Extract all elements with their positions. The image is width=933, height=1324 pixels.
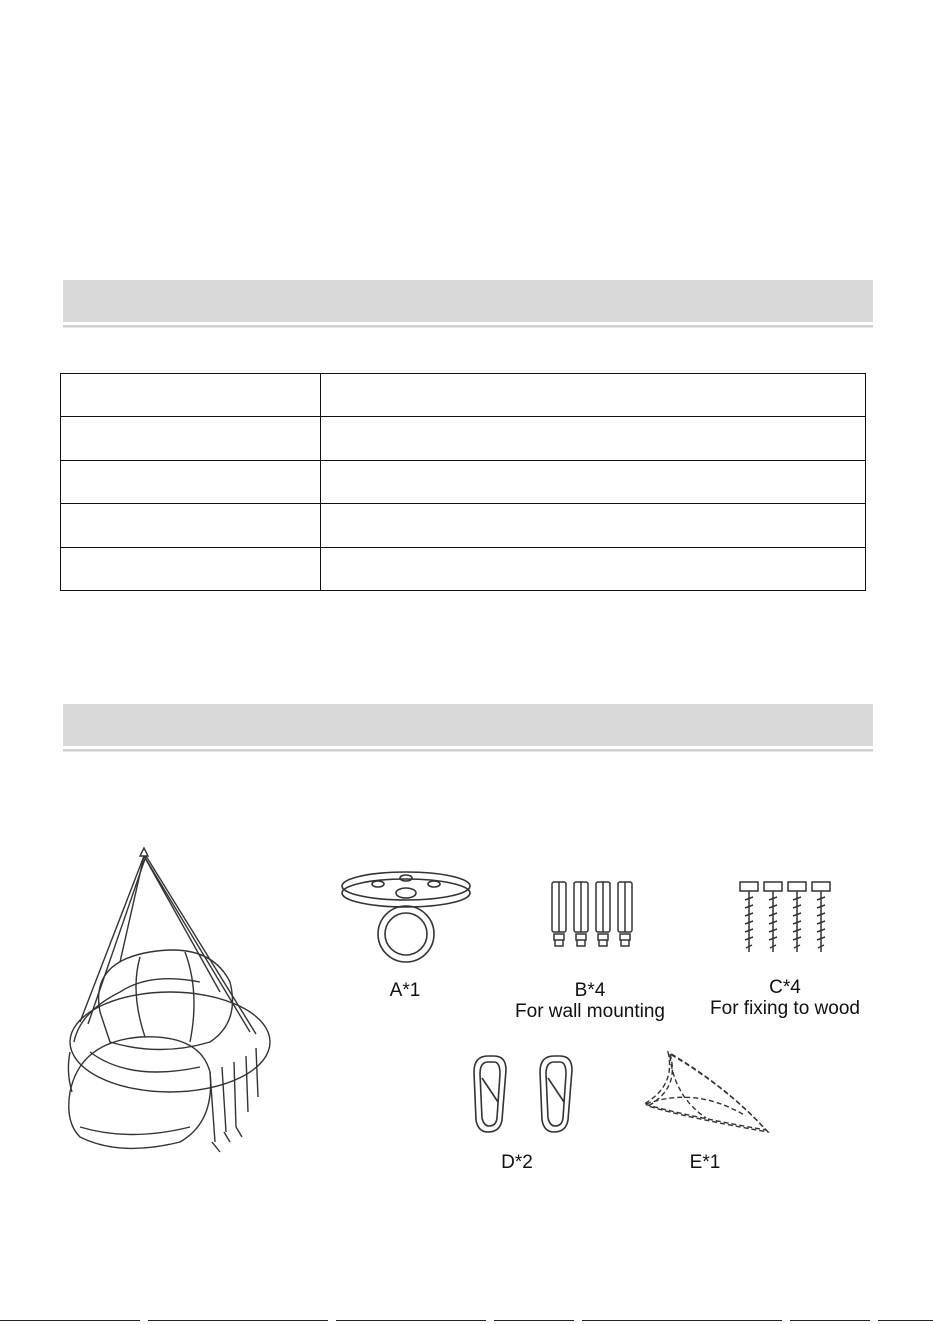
chain-image [636, 1046, 776, 1136]
part-e-label [670, 1152, 740, 1173]
part-a-count: A*1 [389, 980, 421, 1001]
part-b-note: For wall mounting [515, 1001, 665, 1022]
part-b-count: B*4 [574, 980, 606, 1001]
section-divider-2 [63, 749, 873, 752]
section-header-bar-1 [63, 280, 873, 322]
spec-value [321, 547, 866, 590]
spec-key [61, 504, 321, 547]
section-divider-1 [63, 325, 873, 328]
part-b-label [500, 980, 680, 1022]
table-row [61, 417, 866, 460]
specification-table [60, 373, 866, 591]
part-d-count: D*2 [501, 1152, 533, 1173]
footer-divider [0, 1320, 140, 1321]
carabiners-image [468, 1050, 580, 1136]
footer-divider [336, 1320, 486, 1321]
spec-key [61, 460, 321, 503]
ceiling-mount-plate-image [338, 866, 474, 976]
wall-anchors-image [548, 876, 638, 952]
spec-key [61, 374, 321, 417]
section-header-bar-2 [63, 704, 873, 746]
footer-divider [790, 1320, 870, 1321]
footer-divider [878, 1320, 933, 1321]
part-c-count: C*4 [769, 977, 801, 998]
table-row [61, 374, 866, 417]
table-row [61, 547, 866, 590]
part-c-label [695, 977, 875, 1019]
part-c-note: For fixing to wood [710, 998, 860, 1019]
spec-value [321, 504, 866, 547]
footer-divider [148, 1320, 328, 1321]
table-row [61, 504, 866, 547]
spec-value [321, 417, 866, 460]
footer-divider [494, 1320, 574, 1321]
part-d-label [482, 1152, 552, 1173]
spec-key [61, 417, 321, 460]
footer-divider [582, 1320, 782, 1321]
wood-screws-image [738, 880, 832, 956]
spec-key [61, 547, 321, 590]
part-a-label [370, 980, 440, 1001]
spec-value [321, 374, 866, 417]
table-row [61, 460, 866, 503]
spec-value [321, 460, 866, 503]
hanging-chair-illustration [60, 842, 280, 1162]
part-e-count: E*1 [689, 1152, 721, 1173]
